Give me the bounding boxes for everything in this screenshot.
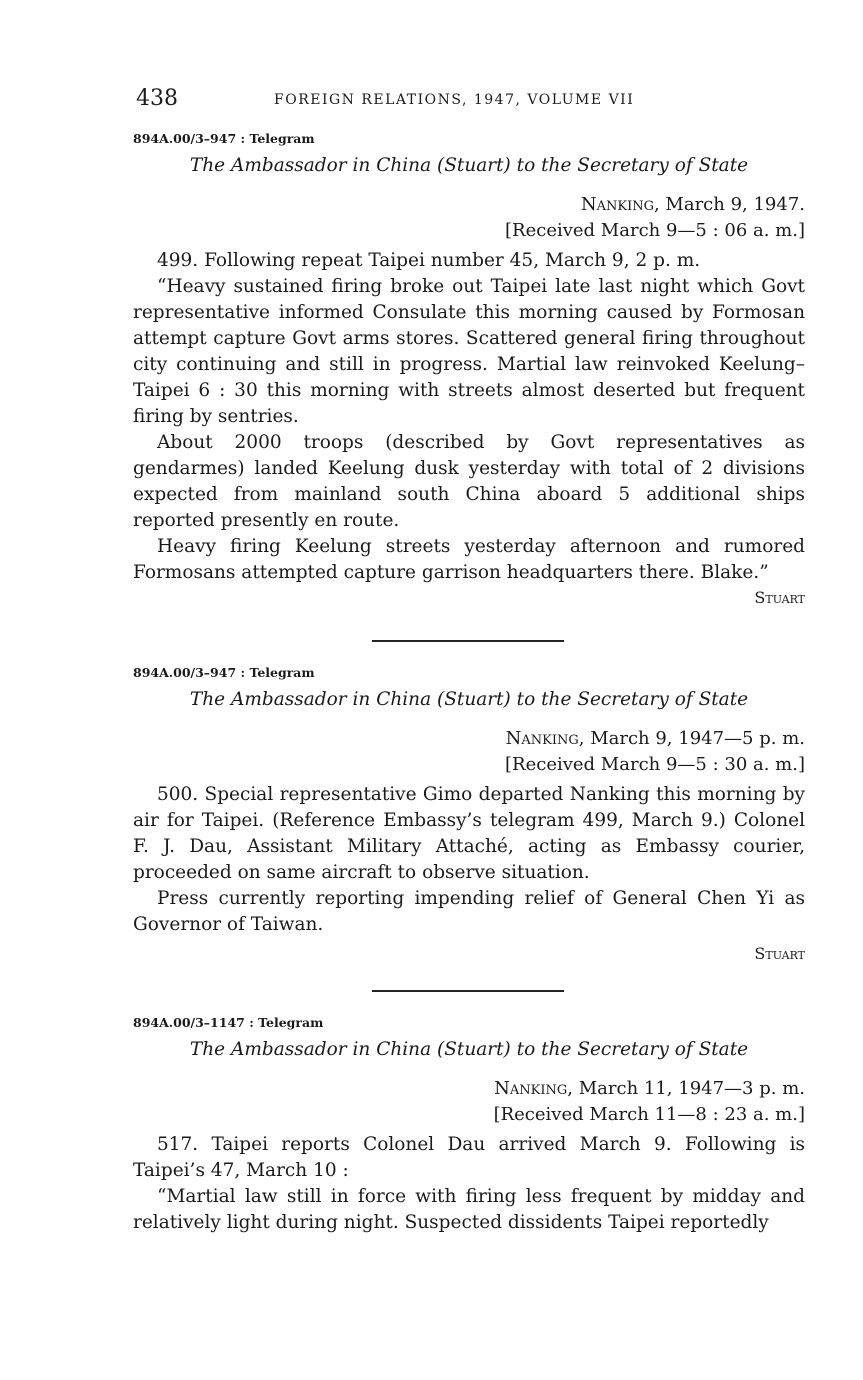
received-line: [Received March 9—5 : 30 a. m.]	[505, 754, 805, 775]
running-head: FOREIGN RELATIONS, 1947, VOLUME VII	[274, 92, 635, 108]
paragraph: “Martial law still in force with firing less frequent by midday and relatively light during night. Suspected dissidents Taipei reportedly	[133, 1186, 805, 1233]
page-header	[136, 86, 806, 116]
telegram-499	[133, 130, 805, 610]
dateline-place: Nanking,	[580, 194, 660, 215]
file-reference: 894A.00/3–1147 : Telegram	[133, 1015, 324, 1030]
received-line: [Received March 9—5 : 06 a. m.]	[505, 220, 805, 241]
dateline-place: Nanking,	[505, 728, 585, 749]
paragraph: 500. Special representative Gimo departed Nanking this morning by air for Taipei. (Reference Embassy’s telegram 499, March 9.) Colonel F. J. Dau, Assistant Military Attaché, acting as Embassy courier, proceeded on same aircraft to observe situation.	[133, 784, 805, 883]
paragraph: 499. Following repeat Taipei number 45, March 9, 2 p. m.	[157, 250, 701, 271]
dateline-date: March 11, 1947—3 p. m.	[573, 1078, 805, 1099]
telegram-title: The Ambassador in China (Stuart) to the Secretary of State	[189, 155, 749, 176]
signature: Stuart	[754, 588, 805, 607]
paragraph: About 2000 troops (described by Govt representatives as gendarmes) landed Keelung dusk yesterday with total of 2 divisions expected from mainland south China aboard 5 additional ships reported presently en route.	[133, 432, 805, 531]
file-reference: 894A.00/3–947 : Telegram	[133, 131, 315, 146]
dateline	[133, 1076, 805, 1102]
dateline-place: Nanking,	[494, 1078, 574, 1099]
telegram-title: The Ambassador in China (Stuart) to the Secretary of State	[189, 1039, 749, 1060]
paragraph: Heavy firing Keelung streets yesterday afternoon and rumored Formosans attempted capture garrison headquarters there. Blake.”	[133, 536, 805, 583]
dateline-date: March 9, 1947—5 p. m.	[584, 728, 805, 749]
telegram-517	[133, 1014, 805, 1236]
telegram-title: The Ambassador in China (Stuart) to the Secretary of State	[189, 689, 749, 710]
paragraph: Press currently reporting impending relief of General Chen Yi as Governor of Taiwan.	[133, 888, 805, 935]
paragraph: 517. Taipei reports Colonel Dau arrived March 9. Following is Taipei’s 47, March 10 :	[133, 1134, 805, 1181]
dateline	[133, 192, 805, 218]
dateline-date: March 9, 1947.	[659, 194, 805, 215]
paragraph: “Heavy sustained firing broke out Taipei late last night which Govt representative informed Consulate this morning caused by Formosan attempt capture Govt arms stores. Scattered general firing throughout city continuing and still in progress. Martial law reinvoked Keelung–Taipei 6 : 30 this morning with streets almost deserted but frequent firing by sentries.	[133, 276, 805, 427]
telegram-500	[133, 664, 805, 966]
section-divider	[372, 990, 564, 992]
dateline	[133, 726, 805, 752]
page-number: 438	[136, 86, 178, 111]
received-line: [Received March 11—8 : 23 a. m.]	[493, 1104, 805, 1125]
section-divider	[372, 640, 564, 642]
signature: Stuart	[754, 944, 805, 963]
file-reference: 894A.00/3–947 : Telegram	[133, 665, 315, 680]
